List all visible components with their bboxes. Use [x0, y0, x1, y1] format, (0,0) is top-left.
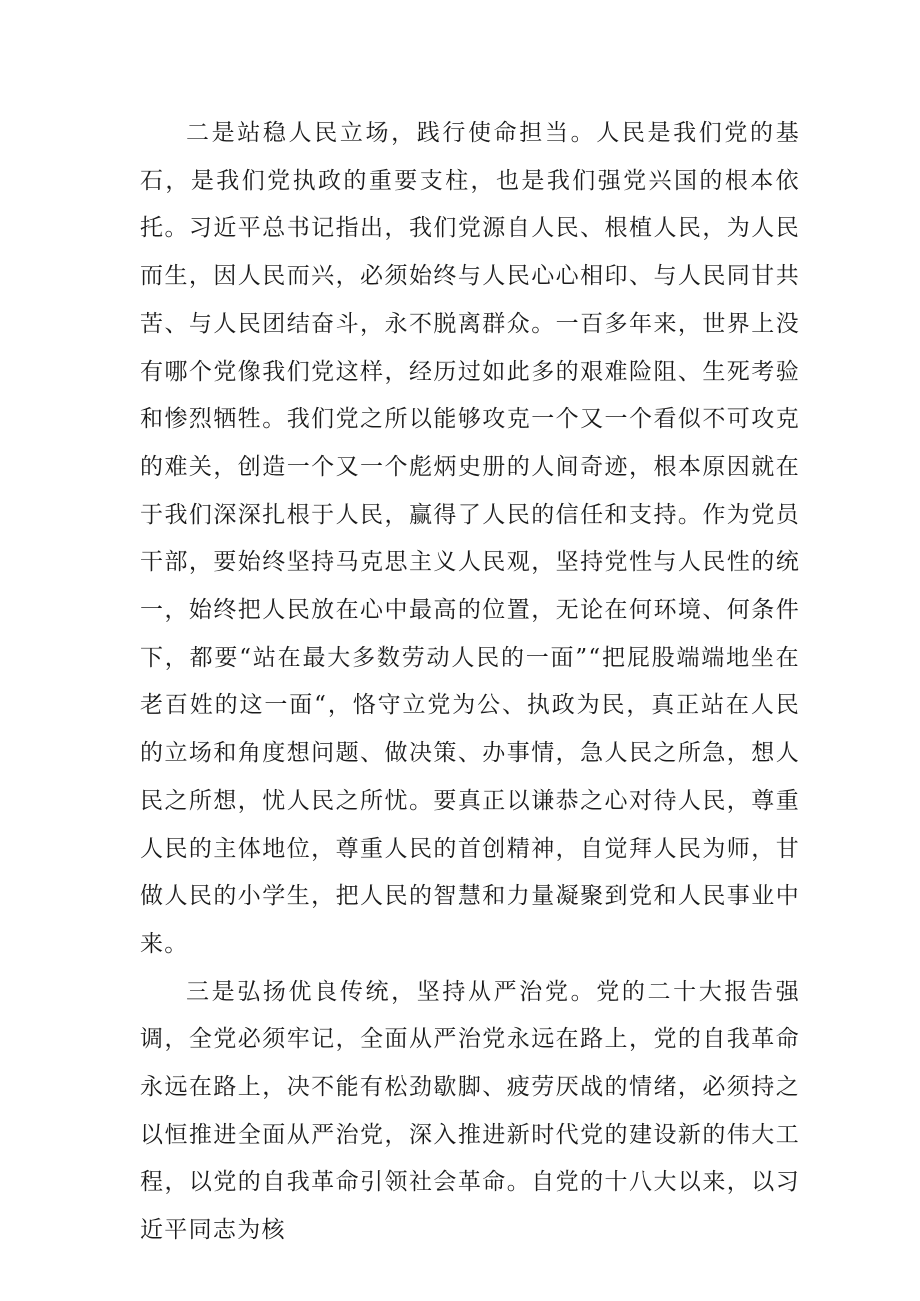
paragraph-strict-governance: 三是弘扬优良传统，坚持从严治党。党的二十大报告强调，全党必须牢记，全面从严治党永远在路上，党的自我革命永远在路上，决不能有松劲歇脚、疲劳厌战的情绪，必须持之以恒推进全面从严治党，深入推进新时代党的建设新的伟大工程，以党的自我革命引领社会革命。自党的十八大以来，以习近平同志为核 [140, 978, 800, 1244]
paragraph-people-stance: 二是站稳人民立场，践行使命担当。人民是我们党的基石，是我们党执政的重要支柱，也是我们强党兴国的根本依托。习近平总书记指出，我们党源自人民、根植人民，为人民而生，因人民而兴，必须始终与人民心心相印、与人民同甘共苦、与人民团结奋斗，永不脱离群众。一百多年来，世界上没有哪个党像我们党这样，经历过如此多的艰难险阻、生死考验和惨烈牺牲。我们党之所以能够攻克一个又一个看似不可攻克的难关，创造一个又一个彪炳史册的人间奇迹，根本原因就在于我们深深扎根于人民，赢得了人民的信任和支持。作为党员干部，要始终坚持马克思主义人民观，坚持党性与人民性的统一，始终把人民放在心中最高的位置，无论在何环境、何条件下，都要“站在最大多数劳动人民的一面”“把屁股端端地坐在老百姓的这一面“，恪守立党为公、执政为民，真正站在人民的立场和角度想问题、做决策、办事情，急人民之所急，想人民之所想，忧人民之所忧。要真正以谦恭之心对待人民，尊重人民的主体地位，尊重人民的首创精神，自觉拜人民为师，甘做人民的小学生，把人民的智慧和力量凝聚到党和人民事业中来。 [140, 120, 800, 957]
document-body [140, 110, 800, 1255]
